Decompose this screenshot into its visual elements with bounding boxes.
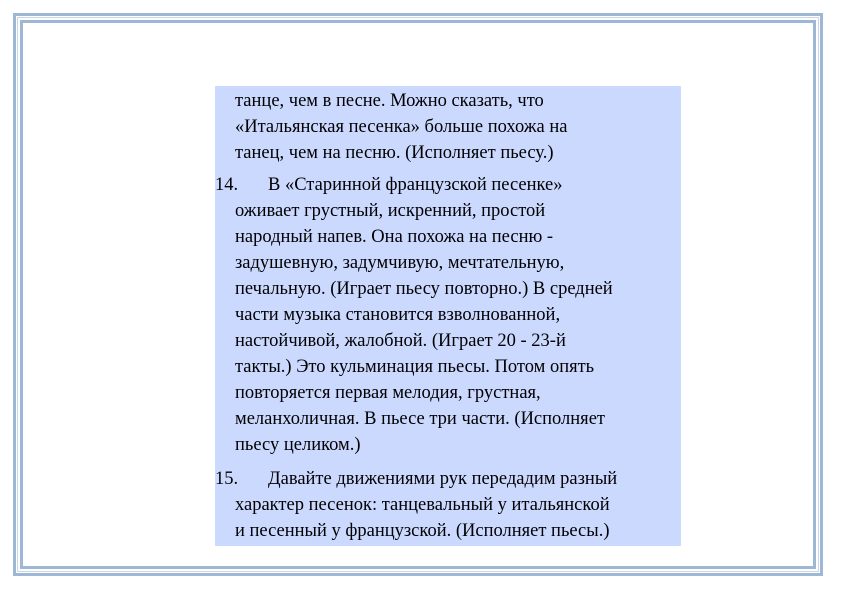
text-box — [215, 86, 681, 546]
text-line: В «Старинной французской песенке» — [268, 175, 563, 195]
text-line: оживает грустный, искренний, простой — [235, 201, 546, 221]
text-line: «Итальянская песенка» больше похожа на — [235, 117, 568, 137]
text-line: задушевную, задумчивую, мечтательную, — [235, 253, 565, 273]
text-line: народный напев. Она похожа на песню - — [235, 227, 554, 247]
list-item-number: 14. — [215, 175, 239, 195]
text-line: танце, чем в песне. Можно сказать, что — [235, 91, 544, 111]
text-line: пьесу целиком.) — [235, 435, 361, 455]
text-line: настойчивой, жалобной. (Играет 20 - 23-й — [235, 331, 566, 351]
text-line: такты.) Это кульминация пьесы. Потом опять — [235, 357, 595, 377]
text-line: Давайте движениями рук передадим разный — [268, 469, 618, 489]
text-line: повторяется первая мелодия, грустная, — [235, 383, 541, 403]
text-line: части музыка становится взволнованной, — [235, 305, 561, 325]
text-line: танец, чем на песню. (Исполняет пьесу.) — [235, 143, 554, 163]
text-line: характер песенок: танцевальный у итальянской — [235, 495, 610, 515]
text-line: меланхоличная. В пьесе три части. (Исполняет — [235, 409, 605, 429]
text-line: печальную. (Играет пьесу повторно.) В средней — [235, 279, 613, 299]
list-item-number: 15. — [215, 469, 239, 489]
text-line: и песенный у французской. (Исполняет пьесы.) — [235, 521, 610, 541]
